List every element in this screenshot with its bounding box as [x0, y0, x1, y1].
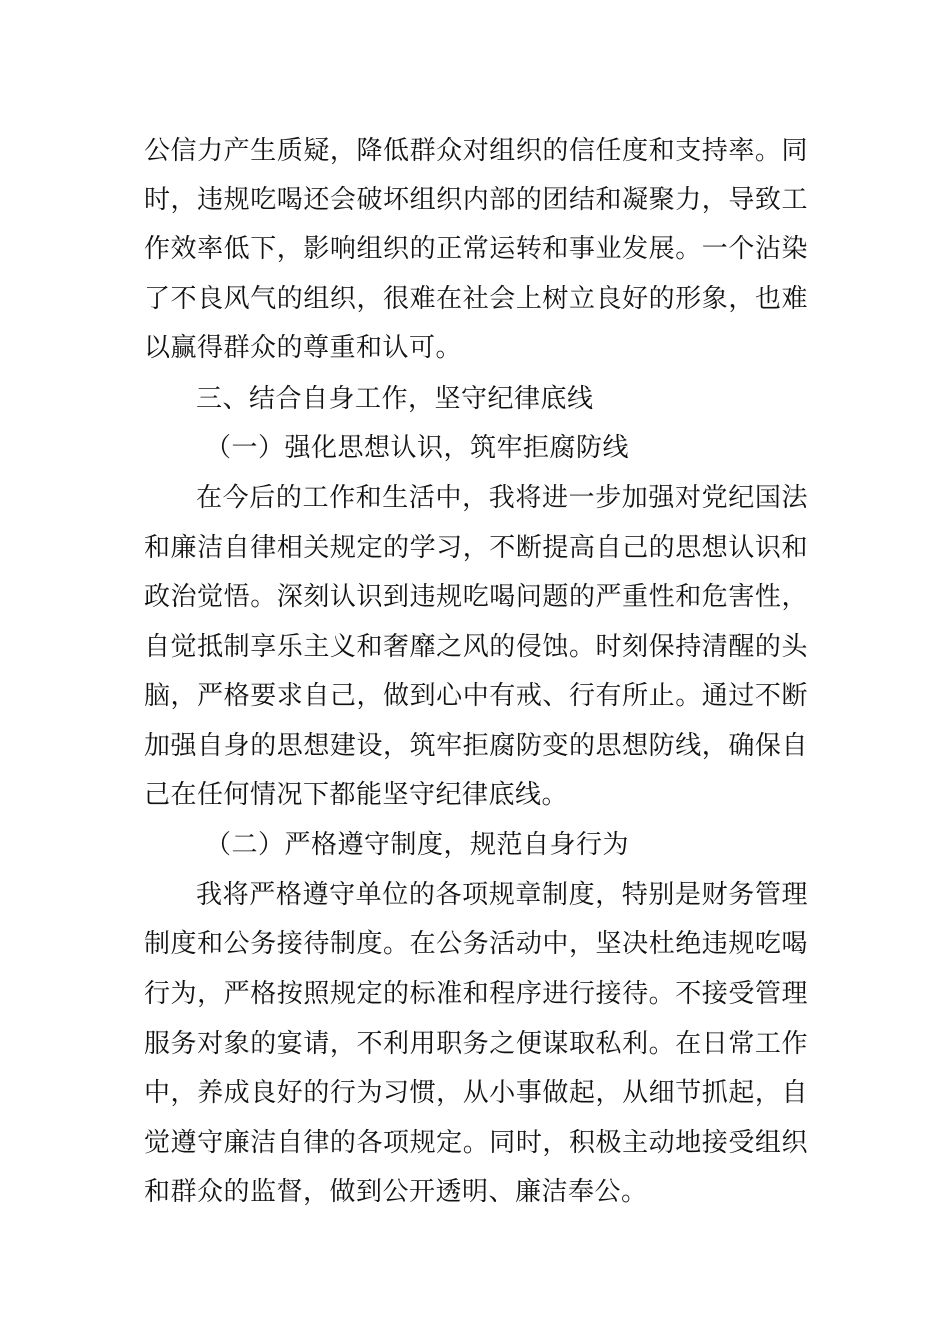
- paragraph-line: 作效率低下，影响组织的正常运转和事业发展。一个沾染: [144, 234, 808, 264]
- paragraph-line: 加强自身的思想建设，筑牢拒腐防变的思想防线，确保自: [144, 731, 808, 761]
- paragraph-line: 服务对象的宴请，不利用职务之便谋取私利。在日常工作: [144, 1029, 808, 1059]
- paragraph-line: 了不良风气的组织，很难在社会上树立良好的形象，也难: [144, 284, 808, 314]
- subsection-heading: （二）严格遵守制度，规范自身行为: [205, 830, 630, 860]
- section-heading: 三、结合自身工作，坚守纪律底线: [196, 384, 594, 414]
- paragraph-line: 我将严格遵守单位的各项规章制度，特别是财务管理: [196, 880, 808, 910]
- paragraph-line: 中，养成良好的行为习惯，从小事做起，从细节抓起，自: [144, 1078, 808, 1108]
- paragraph-line: 和群众的监督，做到公开透明、廉洁奉公。: [144, 1177, 648, 1207]
- paragraph-line: 制度和公务接待制度。在公务活动中，坚决杜绝违规吃喝: [144, 929, 808, 959]
- paragraph-line: 时，违规吃喝还会破坏组织内部的团结和凝聚力，导致工: [144, 185, 808, 215]
- paragraph-line: 自觉抵制享乐主义和奢靡之风的侵蚀。时刻保持清醒的头: [144, 632, 808, 662]
- paragraph-line: 己在任何情况下都能坚守纪律底线。: [144, 780, 569, 810]
- paragraph-line: 行为，严格按照规定的标准和程序进行接待。不接受管理: [144, 979, 808, 1009]
- paragraph-line: 政治觉悟。深刻认识到违规吃喝问题的严重性和危害性，: [144, 582, 808, 612]
- paragraph-line: 以赢得群众的尊重和认可。: [144, 333, 463, 363]
- paragraph-line: 脑，严格要求自己，做到心中有戒、行有所止。通过不断: [144, 681, 808, 711]
- paragraph-line: 和廉洁自律相关规定的学习，不断提高自己的思想认识和: [144, 533, 808, 563]
- paragraph-line: 公信力产生质疑，降低群众对组织的信任度和支持率。同: [144, 136, 808, 166]
- paragraph-line: 觉遵守廉洁自律的各项规定。同时，积极主动地接受组织: [144, 1128, 808, 1158]
- paragraph-line: 在今后的工作和生活中，我将进一步加强对党纪国法: [196, 483, 808, 513]
- subsection-heading: （一）强化思想认识，筑牢拒腐防线: [205, 433, 630, 463]
